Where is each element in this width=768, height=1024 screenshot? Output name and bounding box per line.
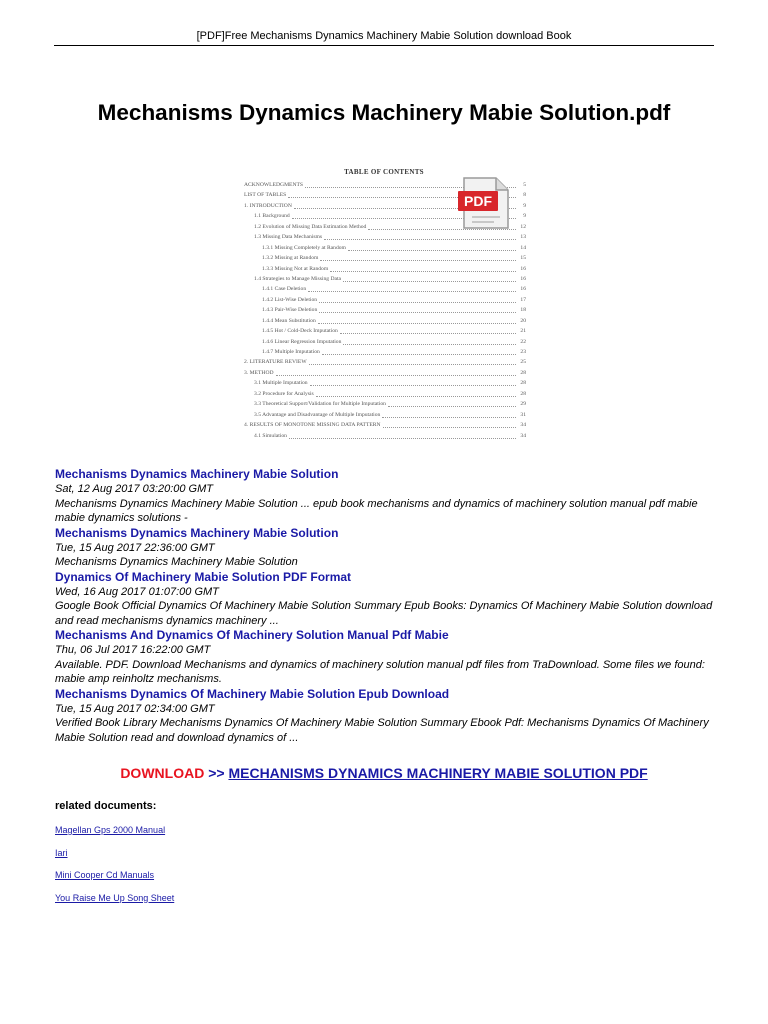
result-date: Tue, 15 Aug 2017 02:34:00 GMT [55,702,215,715]
toc-entry-label: 1.3.2 Missing at Random [262,255,319,262]
toc-leader-dots [316,396,516,397]
toc-page-number: 20 [520,317,526,324]
toc-entry-label: 1.1 Background [254,213,290,220]
toc-row [244,317,526,327]
result-item [55,467,715,526]
toc-entry-label: 1.4.6 Linear Regression Imputation [262,338,342,345]
toc-entry-label: 1.4.5 Hot / Cold-Deck Imputation [262,328,338,335]
toc-page-number: 25 [520,359,526,366]
toc-leader-dots [310,385,516,386]
toc-entry-label: 4. RESULTS OF MONOTONE MISSING DATA PATTERN [244,422,381,429]
toc-row [244,244,526,254]
toc-page-number: 16 [520,275,526,282]
page-header: [PDF]Free Mechanisms Dynamics Machinery Mabie Solution download Book [196,30,572,42]
toc-entry-label: 3. METHOD [244,369,274,376]
toc-page-number: 16 [520,286,526,293]
toc-row [244,296,526,306]
toc-entry-label: 3.5 Advantage and Disadvantage of Multiple Imputation [254,411,381,418]
toc-entry-label: 1.2 Evolution of Missing Data Estimation Method [254,223,367,230]
toc-row [244,265,526,275]
toc-page-number: 18 [520,307,526,314]
cover-image [238,160,530,444]
toc-row [244,390,526,400]
toc-entry-label: 3.1 Multiple Imputation [254,380,308,387]
related-heading: related documents: [55,800,157,812]
result-item [55,687,715,746]
download-label[interactable]: DOWNLOAD [120,765,205,781]
toc-entry-label: 1.3 Missing Data Mechanisms [254,234,323,241]
toc-row [244,275,526,285]
toc-entry-label: 1.3.1 Missing Completely at Random [262,244,346,251]
toc-page-number: 21 [520,328,526,335]
toc-leader-dots [330,271,516,272]
toc-page-number: 28 [520,369,526,376]
toc-row [244,358,526,368]
result-title-link[interactable]: Mechanisms And Dynamics Of Machinery Solution Manual Pdf Mabie [55,628,449,642]
toc-page-number: 16 [520,265,526,272]
toc-entry-label: 2. LITERATURE REVIEW [244,359,307,366]
result-item [55,570,715,629]
toc-leader-dots [309,364,516,365]
result-description: Mechanisms Dynamics Machinery Mabie Solution ... epub book mechanisms and dynamics of machinery solution manual pdf mabie mabie dynamics solutions - [55,497,698,524]
toc-row [244,421,526,431]
toc-entry-label: 1.4.2 List-Wise Deletion [262,296,318,303]
result-description: Available. PDF. Download Mechanisms and dynamics of machinery solution manual pdf files from TraDownload. Some files we found: mabie amp reinholtz mechanisms. [55,658,705,685]
result-title-link[interactable]: Mechanisms Dynamics Machinery Mabie Solution [55,525,339,540]
related-link[interactable]: You Raise Me Up Song Sheet [55,892,175,903]
toc-page-number: 8 [523,192,526,199]
toc-row [244,254,526,264]
result-title-link[interactable]: Dynamics Of Machinery Mabie Solution PDF Format [55,569,352,584]
related-list [55,825,174,915]
toc-leader-dots [383,427,516,428]
download-arrow: >> [208,765,225,781]
toc-leader-dots [388,406,516,407]
toc-title: TABLE OF CONTENTS [344,168,424,176]
toc-row [244,285,526,295]
result-date: Wed, 16 Aug 2017 01:07:00 GMT [55,585,219,598]
pdf-file-icon [456,174,512,232]
toc-leader-dots [320,260,516,261]
download-banner [0,764,768,782]
result-description: Mechanisms Dynamics Machinery Mabie Solution [55,556,298,568]
toc-leader-dots [340,333,516,334]
toc-page-number: 22 [520,338,526,345]
related-link[interactable]: Mini Cooper Cd Manuals [55,870,155,880]
result-date: Tue, 15 Aug 2017 22:36:00 GMT [55,541,215,554]
toc-page-number: 34 [520,432,526,439]
result-date: Thu, 06 Jul 2017 16:22:00 GMT [55,644,211,656]
toc-leader-dots [322,354,516,355]
toc-entry-label: LIST OF TABLES [244,192,287,199]
toc-page-number: 9 [523,213,526,220]
result-item [55,628,715,687]
toc-leader-dots [289,438,516,439]
toc-leader-dots [324,239,516,240]
toc-leader-dots [308,291,516,292]
toc-row [244,411,526,421]
toc-row [244,306,526,316]
toc-leader-dots [382,417,516,418]
toc-page-number: 34 [520,422,526,429]
toc-entry-label: 1.4.4 Mean Substitution [262,317,316,324]
toc-page-number: 28 [520,390,526,397]
toc-page-number: 12 [520,223,526,230]
toc-entry-label: 3.3 Theoretical Support/Validation for Multiple Imputation [254,401,386,408]
pdf-badge-label: PDF [464,193,492,209]
result-title-link[interactable]: Mechanisms Dynamics Machinery Mabie Solution [55,467,339,481]
toc-page-number: 29 [520,401,526,408]
toc-page-number: 5 [523,182,526,188]
toc-entry-label: 1.3.3 Missing Not at Random [262,265,329,272]
toc-page-number: 28 [520,380,526,387]
toc-leader-dots [319,302,516,303]
toc-page-number: 15 [520,255,526,262]
download-link[interactable]: MECHANISMS DYNAMICS MACHINERY MABIE SOLUTION PDF [228,765,648,781]
toc-row [244,348,526,358]
toc-entry-label: 1.4.7 Multiple Imputation [262,349,320,355]
toc-entry-label: 1. INTRODUCTION [244,202,292,209]
result-date: Sat, 12 Aug 2017 03:20:00 GMT [55,483,213,495]
header-divider [54,45,714,46]
result-item [55,526,715,570]
toc-row [244,432,526,442]
related-link[interactable]: Iari [55,847,68,858]
toc-page-number: 31 [520,411,526,418]
toc-page-number: 14 [520,244,526,251]
toc-page-number: 9 [523,202,526,209]
toc-entry-label: 1.4.1 Case Deletion [262,286,307,293]
result-description: Verified Book Library Mechanisms Dynamics Of Machinery Mabie Solution Summary Ebook Pdf: Mechanisms Dynamics Of Machinery Mabie Solution read and download dynamics of ... [55,717,709,744]
toc-page-number: 23 [520,349,526,355]
toc-row [244,327,526,337]
related-link[interactable]: Magellan Gps 2000 Manual [55,825,166,835]
toc-leader-dots [276,375,516,376]
toc-page-number: 17 [520,296,526,303]
toc-row [244,233,526,243]
toc-row [244,338,526,348]
toc-leader-dots [318,323,516,324]
result-title-link[interactable]: Mechanisms Dynamics Of Machinery Mabie Solution Epub Download [55,686,450,701]
toc-row [244,379,526,389]
toc-leader-dots [319,312,516,313]
toc-entry-label: 1.4 Strategies to Manage Missing Data [254,275,341,282]
toc-row [244,369,526,379]
document-title: Mechanisms Dynamics Machinery Mabie Solution.pdf [97,100,671,125]
toc-entry-label: 1.4.3 Pair-Wise Deletion [262,307,318,314]
toc-leader-dots [348,250,516,251]
search-results [55,467,715,745]
toc-leader-dots [343,281,516,282]
toc-entry-label: 4.1 Simulation [254,432,287,439]
result-description: Google Book Official Dynamics Of Machinery Mabie Solution Summary Epub Books: Dynamics Of Machinery Mabie Solution download and read mechanisms dynamics machinery ... [55,600,713,627]
toc-leader-dots [343,344,516,345]
toc-entry-label: 3.2 Procedure for Analysis [254,390,314,397]
toc-entry-label: ACKNOWLEDGMENTS [244,182,304,188]
toc-row [244,400,526,410]
toc-page-number: 13 [520,234,526,241]
